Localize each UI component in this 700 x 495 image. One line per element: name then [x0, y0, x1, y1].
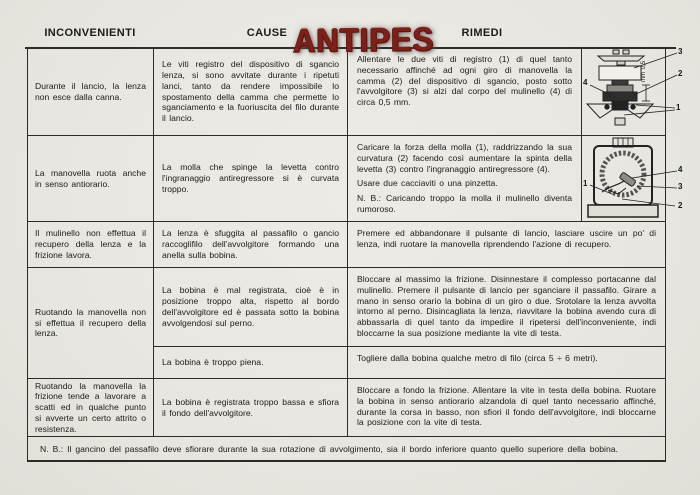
cause-text: La lenza è sfuggita al passafilo o gancio raccoglifilo dell'avvolgitore formando una anella sulla bobina.	[162, 228, 339, 260]
callout-2: 2	[678, 69, 683, 78]
table-row-4b-remedy	[348, 346, 665, 378]
table-row-2-remedy	[348, 135, 683, 221]
callout-1: 1	[676, 103, 681, 112]
problem-text: Ruotando la manovella non si effettua il recupero della lenza.	[35, 306, 146, 339]
callout-3: 3	[678, 47, 683, 56]
table-row-2-cause	[154, 135, 348, 221]
footer-note	[28, 436, 665, 460]
table-row-3-cause	[154, 221, 348, 267]
remedy-text: Allentare le due viti di registro (1) di quel tanto necessario affinché ad ogni giro di manovella la camma (2) del dispositivo di sgancio, posto sotto l'avvolgitore (3) si alzi dal corpo del mulinello (4) di circa 0,5 mm.	[357, 54, 572, 108]
cause-text: La bobina è troppo piena.	[162, 357, 264, 368]
column-header-cause: CAUSE	[246, 27, 288, 39]
cause-text: La bobina è registrata troppo bassa e sfiora il fondo dell'avvolgitore.	[162, 396, 339, 418]
column-header-inconvenienti: INCONVENIENTI	[44, 27, 136, 39]
reel-internal-figure	[581, 136, 683, 221]
footer-note-text: N. B.: Il gancino del passafilo deve sfiorare durante la sua rotazione di avvolgimento, sia il bordo inferiore quanto quello superiore della bobina.	[40, 444, 618, 455]
remedy-text-wrap	[348, 48, 581, 135]
table-row-1-remedy	[348, 47, 683, 135]
table-row-3-problem	[28, 221, 154, 267]
table-row-5-problem	[28, 378, 154, 436]
callout-4: 4	[678, 165, 683, 174]
table-row-4a-cause	[154, 267, 348, 346]
callout-3: 3	[678, 182, 683, 191]
table-row-4b-cause	[154, 346, 348, 378]
reel-sideview-figure	[581, 47, 683, 135]
table-row-4a-remedy	[348, 267, 665, 346]
problem-text: La manovella ruota anche in senso antiorario.	[35, 167, 146, 189]
dimension-label: mm 0,5	[641, 60, 647, 82]
remedy-text-wrap	[348, 136, 581, 221]
remedy-text: Bloccare a fondo la frizione. Allentare la vite in testa della bobina. Ruotare la bobina in senso antiorario alzandola di quel tanto necessario affinché, durante la corsa in basso, non sfiori il fondo dell'avvolgitore, indi bloccarne la posizione con la vite di testa.	[357, 385, 656, 428]
remedy-text: Togliere dalla bobina qualche metro di filo (circa 5 ÷ 6 metri).	[357, 353, 598, 363]
cause-text: La molla che spinge la levetta contro l'ingranaggio antiregressore si è curvata troppo.	[162, 162, 339, 194]
table-row-5-remedy	[348, 378, 665, 436]
table-row-2-problem	[28, 135, 154, 221]
remedy-text: Bloccare al massimo la frizione. Disinnestare il complesso portacanne dal mulinello. Premere il pulsante di lancio per sganciare il passafilo. Girare a mano in senso orario la bobina di un giro o due. Srotolare la lenza avvolta intorno al perno. Disincagliata la lenza, riavvitare la bobina avendo cura di abbassarla di quel tanto da impedire il ripetersi dell'inconveniente, indi bloccarne la sua posizione mediante la vite di testa.	[357, 274, 656, 338]
remedy-note: N. B.: Caricando troppo la molla il mulinello diventa rumoroso.	[357, 193, 572, 214]
remedy-text: Usare due cacciaviti o una pinzetta.	[357, 178, 498, 189]
reel-sideview-diagram	[582, 48, 666, 133]
callout-2: 2	[678, 201, 683, 210]
table-row-5-cause	[154, 378, 348, 436]
problem-text: Il mulinello non effettua il recupero della lenza e la frizione lavora.	[35, 228, 146, 260]
remedy-text: Premere ed abbandonare il pulsante di lancio, lasciare uscire un po' di lenza, indi ruotare la manovella riprendendo l'azione di recupero.	[357, 228, 656, 249]
table-row-4-problem	[28, 267, 154, 378]
table-row-3-remedy	[348, 221, 665, 267]
callout-4: 4	[583, 78, 588, 87]
remedy-text: Caricare la forza della molla (1), raddrizzando la sua curvatura (2) facendo così aumentare la spinta della levetta (3) contro l'ingranaggio antiregressore (4).	[357, 142, 572, 174]
troubleshooting-table	[27, 47, 683, 462]
cause-text: La bobina è mal registrata, cioè è in posizione troppo alta, rispetto al bordo dell'avvolgitore ed è passata sotto la bobina avvolgendosi sul perno.	[162, 285, 339, 328]
table-row-1-cause	[154, 48, 348, 135]
column-header-rimedi: RIMEDI	[461, 27, 503, 39]
reel-internal-diagram	[582, 136, 666, 221]
table-row-1-problem	[28, 48, 154, 135]
brand-logo: ANTIPES	[292, 19, 435, 60]
problem-text: Ruotando la manovella la frizione tende a lavorare a scatti ed in qualche punto si avverte un certo attrito o resistenza.	[35, 380, 146, 434]
cause-text: Le viti registro del dispositivo di sgancio lenza, si sono avvitate durante i ripetuti lanci, tanto da rendere impossibile lo spostamento della camma che permette lo sganciamento e la fuoriuscita del filo durante il lancio.	[162, 59, 339, 124]
problem-text: Durante il lancio, la lenza non esce dalla canna.	[35, 80, 146, 102]
callout-1: 1	[583, 179, 588, 188]
